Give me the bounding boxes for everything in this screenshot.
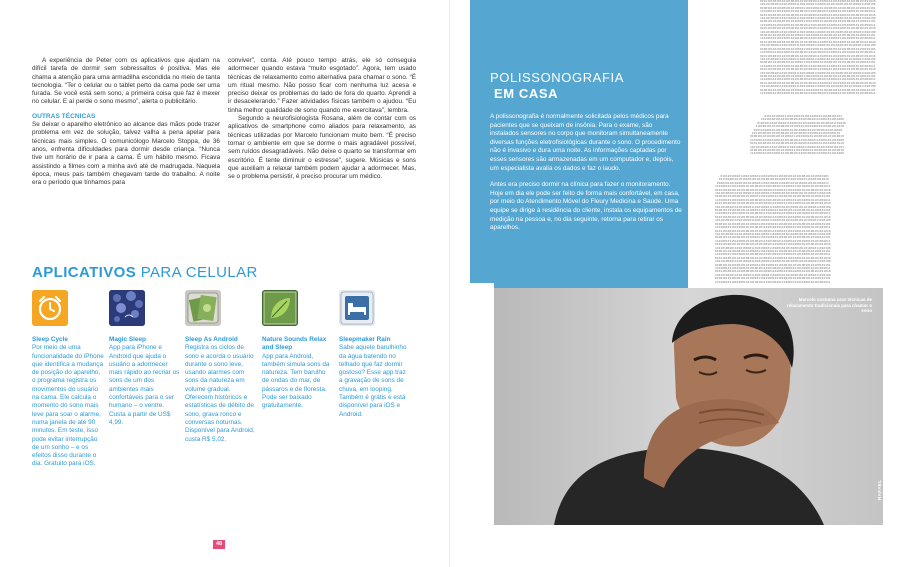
app-description: Sabe aquele barulhinho da água batendo no telhado que faz dormir gostoso? Esse app traz a gravação de sons de chuva, em looping. Também é grátis e está disponível para iOS e Android. (339, 344, 407, 418)
paragraph: A experiência de Peter com os aplicativos que ajudam na difícil tarefa de dormir sem sobressaltos é positiva. Mas ele chama a atenção para uma armadilha escondida no meio de tanta tecnologia. “Ter o celular ou o tablet perto da cama pode ser uma furada. Se você está sem sono, a primeira coisa que faz é mexer no celular. E aí perde o sono mesmo”, alerta o publicitário. (32, 57, 220, 106)
alarm-clock-icon (32, 290, 68, 326)
paragraph: Se deixar o aparelho eletrônico ao alcance das mãos pode trazer problema em vez de solução, talvez valha a pena apelar para técnicas mais simples. O comunicólogo Marcelo Stoppa, de 36 anos, enfrenta dificuldades para dormir desde criança. “Nunca tive um horário de ir para a cama. É um hábito mesmo. Ficava assistindo a filmes com a minha avó até de madrugada. Naquela época, meus pais também chegavam tarde do trabalho. A noite era o período que tínhamos para (32, 121, 220, 187)
paragraph: conviver”, conta. Até pouco tempo atrás, ele só conseguia adormecer quando estava “muito esgotado”. Agora, tem usado técnicas de relaxamento como alternativa para chamar o sono. “É um ritual mesmo. Não posso ficar com nenhuma luz acesa e preciso deixar os problemas do lado de fora do quarto. Aprendi a ir desacelerando.” Fazer atividades físicas também o ajudou. “Eu tinha melhor qualidade de sono quando me exercitava”, lembra. (228, 57, 416, 114)
app-card-sleepmaker-rain (339, 290, 411, 419)
box-title-light: POLISSONOGRAFIA (490, 70, 624, 85)
right-page (450, 0, 900, 567)
text-column-1 (32, 57, 220, 187)
box-title-bold: EM CASA (494, 86, 559, 101)
app-description: App para Android, também simula sons da natureza. Tem barulho de ondas do mar, de pássaros e de floresta. Pode ser baixado gratuitamente. (262, 352, 330, 410)
text-column-2 (228, 57, 416, 181)
sleep-android-icon (185, 290, 221, 326)
apps-title-bold: APLICATIVOS (32, 264, 137, 281)
paragraph: Antes era preciso dormir na clínica para fazer o monitoramento. Hoje em dia ele pode ser feito de forma mais confortável, em casa, por meio do Atendimento Móvel do Fleury Medicina e Saúde. Uma equipe se dirige à residência do cliente, instala os equipamentos de medição na pessoa e, no dia seguinte, retorna para retirar os aparelhos. (490, 181, 682, 232)
photo-man-yawning (494, 288, 883, 525)
paragraph: A polissonografia é normalmente solicitada pelos médicos para pacientes que se queixam de insônia. Para o exame, são instalados sensores no corpo que monitoram simultaneamente diversas funções eletrofisiológicas durante o sono. O procedimento não é invasivo e dura uma noite. As informações captadas por esses sensores são armazenadas em um computador e, depois, um especialista avalia os dados e faz o laudo. (490, 113, 681, 172)
paragraph: Segundo a neurofisiologista Rosana, além de contar com os aplicativos de smartphone como aliados para relaxamento, as técnicas utilizadas por Marcelo funcionam muito bem. “É preciso tornar o ambiente em que se dorme o mais agradável possível, sem ruídos desagradáveis. Não deixe o quarto se transformar em escritório. É tente diminuir o estresse”, sugere. Músicas e sons que auxiliam a relaxar também podem ajudar a adormecer. Mas, se o problema persistir, é preciso procurar um médico. (228, 115, 416, 181)
box-title (490, 70, 624, 102)
app-name: Magic Sleep (109, 336, 146, 343)
app-description: Por meio de uma funcionalidade do iPhone que identifica a mudança de posição do aparelho, o programa registra os movimentos do usuário na cama. Ele calcula o momento do sono mais leve para soar o alarme, numa janela de até 90 minutos. Em teste, isso pode evitar interrupção de um sonho – e os efeitos disso durante o dia. Gratuito para iOS. (32, 344, 104, 468)
app-description: App para iPhone e Android que ajuda o usuário a adormecer mais rápido ao recriar os sons de um dos ambientes mais confortáveis para o ser humano – o ventre. Custa a partir de US$ 4,99. (109, 344, 180, 426)
app-card-sleep-as-android (185, 290, 257, 444)
info-box-overlap (494, 283, 688, 288)
app-description: Registra os ciclos de sono e acorda o usuário durante o sono leve, usando alarmes com sons da natureza em volume gradual. Oferecem históricos e estatísticas de débito de sono, grava ronco e conversas noturnas. Disponível para Android, custa R$ 5,02. (185, 344, 255, 443)
binary-pattern-decoration: 0101101001011010100101101010010110100101101010010110100101011010 1011010010110101001011010100101101001011010100101101001011010100 0100101101010010110100101101010010110100101101010010110100101101 1101001011010100101101001011010100101101001011010100101101001011 0101101001011010100101101010010110100101101010010110100101011010 1011010010110101001011010100101101001011010100101101001011010100 0100101101010010110100101101010010110100101101010010110100101101 1101001011010100101101001011010100101101001011010100101101001011 0101101001011010100101101010010110100101101010010110100101011010 1011010010110101001011010100101101001011010100101101001011010100 0100101101010010110100101101010010110100101101010010110100101101 1101001011010100101101001011010100101101001011010100101101001011 0101101001011010100101101010010110100101101010010110100101011010 1011010010110101001011010100101101001011010100101101001011010100 0100101101010010110100101101010010110100101101010010110100101101 1101001011010100101101001011010100101101001011010100101101001011 0101101001011010100101101010010110100101101010010110100101011010 1011010010110101001011010100101101001011010100101101001011010100 0100101101010010110100101101010010110100101101010010110100101101 1101001011010100101101001011010100101101001011010100101101001011 0101101001011010100101101010010110100101101010010110100101011010 1011010010110101001011010100101101001011010100101101001011010100 0100101101010010110100101101010010110100101101010010110100101101 1101001011010100101101001011010100101101001011010100101101001011 0101101001011010100101101010010110100101101010010110100101011010 1011010010110101001011010100101101001011010100101101001011010100 0100101101010010110100101101010010110100101101010010110100101101 1101001011010100101101001011010100101101001011010100101101001011 (760, 0, 876, 95)
photo-caption: Marcelo costuma usar técnicas de relaxamento tradicionais para chamar o sono (786, 297, 872, 314)
app-name: Sleep Cycle (32, 336, 68, 343)
box-body (490, 113, 682, 241)
app-card-sleep-cycle (32, 290, 104, 469)
app-name: Sleepmaker Rain (339, 336, 391, 343)
photo-credit: RAFAEL RIBALIS (877, 479, 887, 500)
apps-title-rest: PARA CELULAR (140, 264, 258, 281)
binary-pattern-decoration: 0101101001011010100101101010010110100101101 1011010010110101001011010100101101001011010100 0100101101010010110100101101010010110100101101010 1101001011010100101101001011010100101101001011010 0101101001011010100101101010010110100101101010010 1011010010110101001011010100101101001011010100101 0100101101010010110100101101010010110100101101010010 1101001011010100101101001011010100101101001011010100 0101101001011010100101101010010110100101101010010110 1011010010110101001011010100101101001011010100101101 0100101101010010110100101101010010110100101101010010 1101001011010100101101001011010100101101001011010100 (750, 115, 846, 155)
binary-pattern-decoration: 010110100101101010010110101001011010010110101001011010010101 1011010010110101001011010100101101001011010100101101001011010 01001011010100101101001011010100101101001011010100101101001011 1101001011010100101101001011010100101101001011010100101101001011 0101101001011010100101101010010110100101101010010110100101011010 1011010010110101001011010100101101001011010100101101001011010100 0100101101010010110100101101010010110100101101010010110100101101 1101001011010100101101001011010100101101001011010100101101001011 0101101001011010100101101010010110100101101010010110100101011010 1011010010110101001011010100101101001011010100101101001011010100 0100101101010010110100101101010010110100101101010010110100101101 1101001011010100101101001011010100101101001011010100101101001011 0101101001011010100101101010010110100101101010010110100101011010 1011010010110101001011010100101101001011010100101101001011010100 0100101101010010110100101101010010110100101101010010110100101101 1101001011010100101101001011010100101101001011010100101101001011 0101101001011010100101101010010110100101101010010110100101011010 1011010010110101001011010100101101001011010100101101001011010100 0100101101010010110100101101010010110100101101010010110100101101 1101001011010100101101001011010100101101001011010100101101001011 0101101001011010100101101010010110100101101010010110100101011010 1011010010110101001011010100101101001011010100101101001011010100 0100101101010010110100101101010010110100101101010010110100101101 1101001011010100101101001011010100101101001011010100101101001011 0101101001011010100101101010010110100101101010010110100101011010 1011010010110101001011010100101101001011010100101101001011010100 0100101101010010110100101101010010110100101101010010110100101101 1101001011010100101101001011010100101101001011010100101101001011 0101101001011010100101101010010110100101101010010110100101011010 1011010010110101001011010100101101001011010100101101001011010100 0100101101010010110100101101010010110100101101010010110100101101 1101001011010100101101001011010100101101001011010100101101001011 (715, 175, 831, 284)
page-number: 48 (213, 540, 225, 549)
leaf-icon (262, 290, 298, 326)
app-card-magic-sleep (109, 290, 181, 427)
app-name: Sleep As Android (185, 336, 238, 343)
bed-icon (339, 290, 375, 326)
magic-sleep-icon (109, 290, 145, 326)
app-card-nature-sounds (262, 290, 334, 411)
apps-section-title (32, 264, 258, 281)
app-name: Nature Sounds Relax and Sleep (262, 336, 327, 352)
subheading: OUTRAS TÉCNICAS (32, 112, 96, 120)
